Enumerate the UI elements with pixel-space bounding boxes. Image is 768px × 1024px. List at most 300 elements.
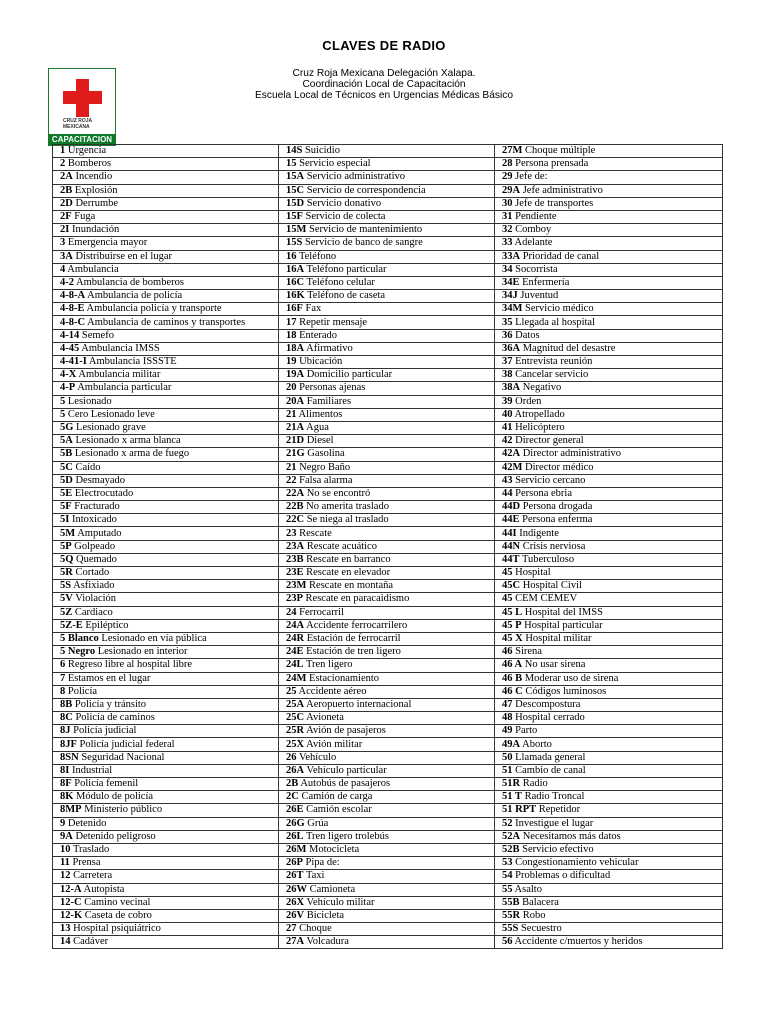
table-row [53,764,723,777]
table-row [53,276,723,289]
code-key: 45 [502,593,513,605]
code-cell [279,224,495,237]
code-cell [279,909,495,922]
code-meaning: Intoxicado [71,514,117,526]
code-cell [279,303,495,316]
code-cell [495,435,723,448]
code-key: 8 [60,685,66,697]
code-cell [53,448,279,461]
table-row [53,567,723,580]
code-meaning: Fax [305,303,322,315]
code-key: 44 [502,487,513,499]
code-cell [495,158,723,171]
code-key: 16 [286,250,297,262]
code-cell [279,659,495,672]
code-key: 25X [286,738,305,750]
code-meaning: Policía judicial federal [79,738,175,750]
table-row [53,395,723,408]
code-key: 40 [502,408,513,420]
code-cell [495,817,723,830]
code-cell [279,593,495,606]
code-key: 41 [502,422,513,434]
code-cell [495,896,723,909]
code-cell [53,738,279,751]
code-cell [279,276,495,289]
code-key: 36A [502,342,521,354]
code-meaning: Pipa de: [305,857,340,869]
code-key: 34J [502,290,518,302]
code-key: 5F [60,501,72,513]
code-cell [53,224,279,237]
table-row [53,672,723,685]
code-key: 45 [502,567,513,579]
table-row [53,619,723,632]
code-cell [495,764,723,777]
code-key: 34E [502,276,520,288]
code-meaning: Enterado [299,329,338,341]
code-key: 24A [286,619,305,631]
code-cell [495,237,723,250]
code-key: 5 Negro [60,646,96,658]
code-cell [495,501,723,514]
code-key: 55 [502,883,513,895]
table-row [53,580,723,593]
code-meaning: No se encontró [306,487,371,499]
code-meaning: Lesionado x arma blanca [75,435,181,447]
code-meaning: Accidente c/muertos y heridos [514,936,643,948]
code-key: 49A [502,738,521,750]
code-meaning: Servicio administrativo [306,171,405,183]
code-key: 15F [286,211,303,223]
code-key: 21 [286,461,297,473]
table-row [53,461,723,474]
code-meaning: Persona enferma [522,514,593,526]
code-meaning: Hospital [515,567,551,579]
code-key: 4-2 [60,276,74,288]
code-meaning: Ambulancia de policía [87,290,183,302]
code-key: 45 P [502,619,522,631]
code-cell [495,738,723,751]
code-meaning: Teléfono particular [306,263,387,275]
code-meaning: Jefe de transportes [515,197,594,209]
table-row [53,646,723,659]
code-meaning: Necesitamos más datos [522,830,621,842]
code-key: 23M [286,580,307,592]
code-cell [53,791,279,804]
table-row [53,698,723,711]
code-key: 26G [286,817,305,829]
code-meaning: Alimentos [298,408,343,420]
code-key: 15A [286,171,305,183]
code-meaning: Policía femenil [74,778,139,790]
code-key: 56 [502,936,513,948]
table-row [53,527,723,540]
code-key: 25R [286,725,305,737]
logo-org-line-2: MEXICANA [63,123,90,130]
code-key: 4-P [60,382,76,394]
code-cell [495,883,723,896]
table-row [53,382,723,395]
code-key: 17 [286,316,297,328]
code-key: 26W [286,883,307,895]
code-meaning: Gasolina [307,448,345,460]
code-meaning: Hospital del IMSS [524,606,603,618]
code-cell [495,936,723,949]
code-cell [53,408,279,421]
code-cell [495,395,723,408]
code-meaning: Rescate en barranco [306,553,391,565]
logo-band: CAPACITACION [49,134,115,145]
code-cell [279,619,495,632]
code-cell [495,606,723,619]
code-meaning: Familiares [306,395,352,407]
table-row [53,857,723,870]
code-meaning: Urgencia [67,145,107,157]
code-cell [279,356,495,369]
code-key: 7 [60,672,66,684]
code-cell [53,909,279,922]
code-cell [53,171,279,184]
code-meaning: Ubicación [299,356,343,368]
code-key: 4-8-A [60,290,86,302]
code-key: 5E [60,487,73,499]
code-cell [279,791,495,804]
code-key: 25A [286,698,305,710]
code-cell [495,685,723,698]
table-row [53,145,723,158]
code-cell [53,474,279,487]
code-cell [495,342,723,355]
code-key: 50 [502,751,513,763]
code-meaning: Avioneta [306,712,344,724]
code-cell [279,435,495,448]
code-key: 23P [286,593,303,605]
code-meaning: Estamos en el lugar [67,672,151,684]
table-row [53,738,723,751]
code-cell [495,224,723,237]
code-key: 45C [502,580,521,592]
code-meaning: Servicio especial [299,158,371,170]
code-meaning: Balacera [522,896,559,908]
code-key: 51 T [502,791,522,803]
code-cell [53,712,279,725]
code-meaning: Enfermería [522,276,570,288]
code-meaning: Ambulancia IMSS [81,342,160,354]
code-key: 12-A [60,883,82,895]
code-cell [279,580,495,593]
code-meaning: Ambulancia militar [78,369,161,381]
code-cell [53,421,279,434]
code-cell [495,593,723,606]
code-cell [495,619,723,632]
code-cell [495,646,723,659]
code-meaning: Director administrativo [522,448,621,460]
code-meaning: Lesionado en vía pública [101,633,207,645]
code-cell [53,356,279,369]
code-key: 15S [286,237,303,249]
table-row [53,883,723,896]
code-meaning: Ambulancia de bomberos [76,276,184,288]
code-key: 5 Blanco [60,633,99,645]
code-key: 29A [502,184,521,196]
code-cell [279,804,495,817]
code-cell [53,145,279,158]
code-key: 16F [286,303,303,315]
code-meaning: Entrevista reunión [515,356,593,368]
code-cell [279,778,495,791]
code-meaning: Lesionado grave [76,422,146,434]
code-key: 21 [286,408,297,420]
code-meaning: Caído [75,461,101,473]
code-meaning: Choque múltiple [525,145,596,157]
code-cell [53,342,279,355]
code-meaning: Seguridad Nacional [81,751,165,763]
code-cell [53,514,279,527]
code-key: 48 [502,712,513,724]
code-cell [53,540,279,553]
code-meaning: Detenido peligroso [75,830,156,842]
table-row [53,342,723,355]
code-cell [495,804,723,817]
code-cell [279,698,495,711]
code-meaning: Caseta de cobro [84,909,152,921]
code-key: 46 C [502,685,523,697]
code-cell [279,923,495,936]
code-meaning: Problemas o dificultad [515,870,611,882]
code-meaning: Rescate en paracaidismo [305,593,410,605]
code-cell [495,263,723,276]
code-meaning: Asalto [514,883,542,895]
table-row [53,725,723,738]
code-meaning: Policía [67,685,98,697]
code-key: 24R [286,633,305,645]
code-cell [53,210,279,223]
code-meaning: Jefe administrativo [522,184,603,196]
code-key: 19 [286,356,297,368]
code-meaning: Regreso libre al hospital libre [67,659,193,671]
code-meaning: Cadáver [73,936,109,948]
code-cell [495,210,723,223]
code-cell [495,369,723,382]
code-key: 9A [60,830,73,842]
code-meaning: Ambulancia particular [77,382,172,394]
code-meaning: No usar sirena [524,659,586,671]
code-meaning: Aborto [522,738,552,750]
logo-org-text [63,119,109,130]
code-cell [495,421,723,434]
code-meaning: Jefe de: [515,171,548,183]
red-cross-icon-bar [63,91,102,104]
code-meaning: Prioridad de canal [522,250,600,262]
code-cell [53,435,279,448]
code-meaning: Teléfono [298,250,337,262]
table-row [53,501,723,514]
code-cell [53,593,279,606]
code-cell [495,857,723,870]
table-row [53,408,723,421]
code-key: 23A [286,540,305,552]
code-key: 5V [60,593,73,605]
code-cell [53,619,279,632]
code-meaning: Repetidor [538,804,581,816]
code-meaning: Descompostura [515,698,581,710]
code-meaning: Crisis nerviosa [522,540,586,552]
code-cell [53,237,279,250]
code-cell [495,461,723,474]
code-key: 8JF [60,738,77,750]
code-key: 31 [502,211,513,223]
code-meaning: No amerita traslado [306,501,389,513]
code-meaning: Tren ligero trolebús [305,830,389,842]
code-cell [279,764,495,777]
code-meaning: Persona ebria [515,487,572,499]
radio-codes-body [53,145,723,949]
code-meaning: Choque [299,923,332,935]
code-key: 26 [286,751,297,763]
code-key: 33 [502,237,513,249]
code-key: 12-K [60,909,83,921]
code-meaning: Módulo de policía [76,791,154,803]
code-cell [495,329,723,342]
code-key: 22C [286,514,305,526]
code-cell [53,501,279,514]
code-key: 32 [502,224,513,236]
code-meaning: Cambio de canal [515,764,586,776]
code-cell [279,237,495,250]
code-cell [279,896,495,909]
code-key: 5S [60,580,72,592]
code-meaning: Ambulancia de caminos y transportes [87,316,246,328]
code-key: 46 [502,646,513,658]
code-meaning: Estacionamiento [309,672,380,684]
code-meaning: Golpeado [74,540,116,552]
code-meaning: Fuga [74,211,96,223]
code-cell [279,184,495,197]
code-cell [279,843,495,856]
code-cell [279,250,495,263]
code-cell [495,659,723,672]
code-key: 5A [60,435,73,447]
code-cell [53,751,279,764]
code-key: 8J [60,725,71,737]
code-meaning: Suicidio [304,145,340,157]
code-meaning: Persona drogada [522,501,593,513]
table-row [53,659,723,672]
table-row [53,778,723,791]
code-meaning: Lesionado en interior [97,646,188,658]
code-meaning: Quemado [76,553,117,565]
code-cell [53,303,279,316]
code-meaning: Epiléptico [85,619,129,631]
table-row [53,237,723,250]
code-meaning: CEM CEMEV [515,593,578,605]
code-cell [279,448,495,461]
code-cell [279,725,495,738]
code-meaning: Lesionado [67,395,112,407]
code-meaning: Teléfono de caseta [307,290,386,302]
code-key: 10 [60,844,71,856]
code-key: 21G [286,448,305,460]
code-meaning: Servicio de banco de sangre [304,237,423,249]
table-row [53,553,723,566]
code-key: 34M [502,303,523,315]
subtitle-line-3: Escuela Local de Técnicos en Urgencias Médicas Básico [254,90,514,102]
code-cell [279,369,495,382]
code-cell [53,606,279,619]
code-key: 5Q [60,553,74,565]
radio-codes-table [52,144,723,949]
code-key: 12-C [60,896,82,908]
code-key: 5M [60,527,76,539]
table-row [53,197,723,210]
table-row [53,751,723,764]
code-cell [495,553,723,566]
code-key: 8K [60,791,74,803]
code-key: 5P [60,540,72,552]
table-row [53,632,723,645]
code-meaning: Accidente ferrocarrilero [306,619,408,631]
code-key: 35 [502,316,513,328]
code-meaning: Orden [515,395,542,407]
code-cell [495,448,723,461]
code-cell [495,171,723,184]
table-row [53,356,723,369]
code-key: 26X [286,896,305,908]
code-key: 2B [286,778,299,790]
code-cell [279,857,495,870]
code-meaning: Industrial [71,764,113,776]
code-key: 16A [286,263,305,275]
code-meaning: Hospital particular [524,619,603,631]
code-meaning: Bicicleta [306,909,345,921]
code-key: 19A [286,369,305,381]
code-meaning: Diesel [306,435,334,447]
code-meaning: Prensa [72,857,101,869]
code-cell [53,672,279,685]
code-meaning: Investigue el lugar [515,817,594,829]
code-cell [495,725,723,738]
code-cell [53,646,279,659]
code-key: 38 [502,369,513,381]
code-meaning: Policía judicial [73,725,137,737]
code-key: 24 [286,606,297,618]
code-meaning: Ministerio público [84,804,163,816]
code-key: 52B [502,844,520,856]
code-cell [53,250,279,263]
code-meaning: Autopista [83,883,125,895]
table-row [53,474,723,487]
code-meaning: Servicio donativo [306,197,382,209]
code-cell [279,646,495,659]
code-meaning: Incendio [75,171,113,183]
code-cell [279,329,495,342]
code-cell [495,909,723,922]
code-meaning: Cancelar servicio [515,369,589,381]
code-cell [495,303,723,316]
code-key: 5D [60,474,73,486]
code-key: 44T [502,553,520,565]
table-row [53,936,723,949]
code-key: 46 A [502,659,523,671]
code-key: 24E [286,646,304,658]
code-key: 26V [286,909,305,921]
code-cell [495,778,723,791]
code-meaning: Radio Troncal [524,791,585,803]
code-cell [279,395,495,408]
code-cell [495,316,723,329]
code-key: 3 [60,237,66,249]
code-meaning: Adelante [514,237,553,249]
